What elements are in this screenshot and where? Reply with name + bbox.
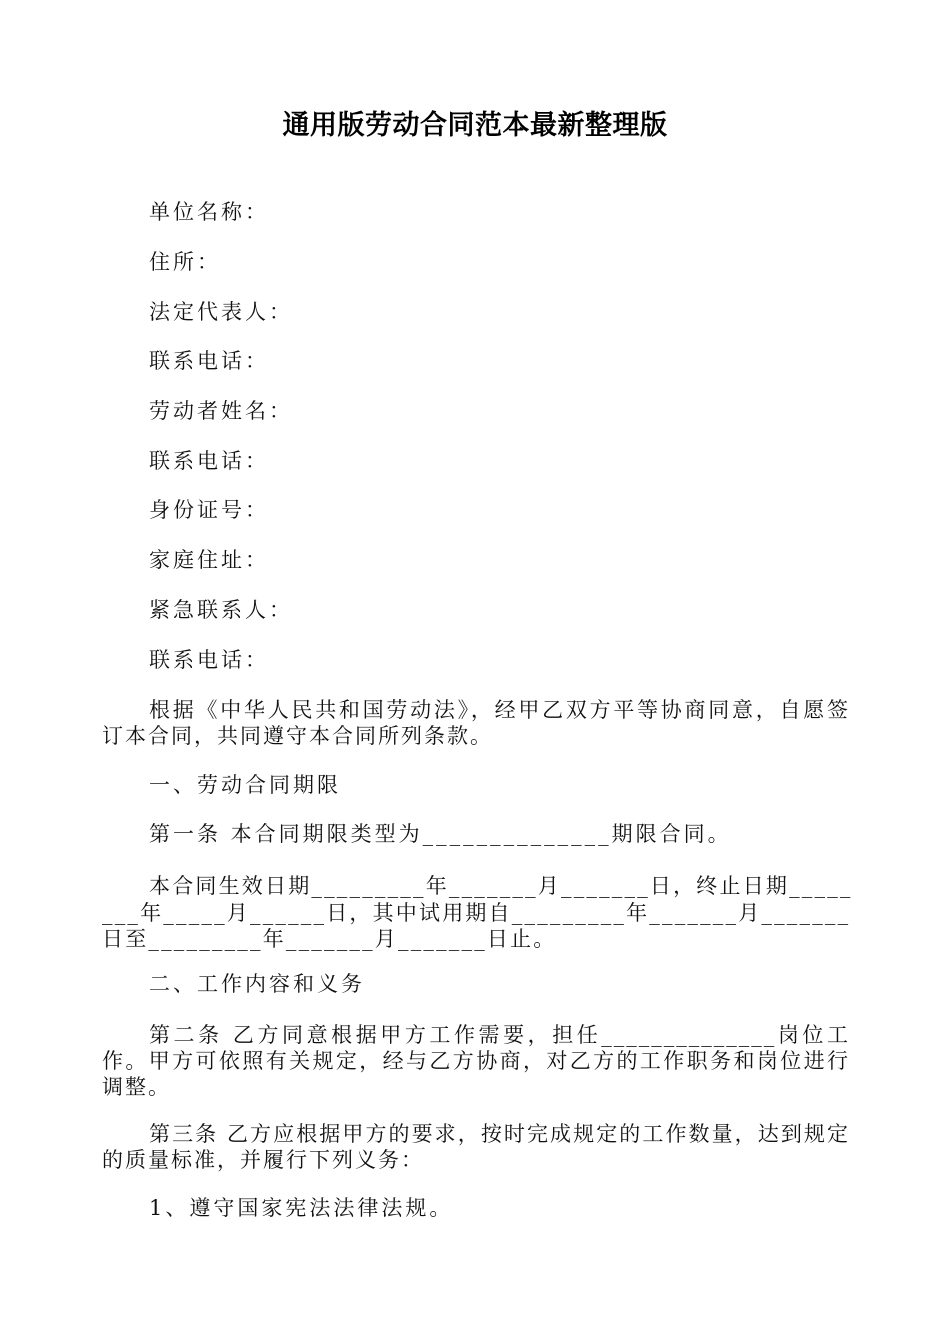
section-heading-work-content: 二、工作内容和义务 xyxy=(149,972,365,996)
field-emergency-phone: 联系电话： xyxy=(149,648,269,672)
section-heading-contract-term: 一、劳动合同期限 xyxy=(149,773,341,797)
intro-paragraph: 根据《中华人民共和国劳动法》，经甲乙双方平等协商同意，自愿签订本合同，共同遵守本合同所列条款。 xyxy=(102,698,850,748)
term-line-2: ___年_____月______日，其中试用期自_________年_______月_______ xyxy=(102,901,851,925)
article-1: 第一条 本合同期限类型为______________期限合同。 xyxy=(149,822,732,846)
field-id-number: 身份证号： xyxy=(149,498,269,522)
field-company-phone: 联系电话： xyxy=(149,349,269,373)
document-title: 通用版劳动合同范本最新整理版 xyxy=(282,110,668,141)
field-company-name: 单位名称： xyxy=(149,200,269,224)
field-worker-name: 劳动者姓名： xyxy=(149,399,293,423)
field-emergency-contact: 紧急联系人： xyxy=(149,598,293,622)
field-address: 住所： xyxy=(149,250,221,274)
term-line-3: 日至_________年_______月_______日止。 xyxy=(102,927,557,951)
field-home-address: 家庭住址： xyxy=(149,548,269,572)
article-3: 第三条 乙方应根据甲方的要求，按时完成规定的工作数量，达到规定的质量标准，并履行下列义务： xyxy=(102,1122,850,1172)
field-legal-representative: 法定代表人： xyxy=(149,300,293,324)
field-worker-phone: 联系电话： xyxy=(149,449,269,473)
list-item-1: 1、遵守国家宪法法律法规。 xyxy=(149,1196,454,1220)
term-line-1: 本合同生效日期_________年_______月_______日，终止日期_____ xyxy=(149,874,853,898)
article-2: 第二条 乙方同意根据甲方工作需要，担任______________岗位工作。甲方可依照有关规定，经与乙方协商，对乙方的工作职务和岗位进行调整。 xyxy=(102,1023,850,1099)
